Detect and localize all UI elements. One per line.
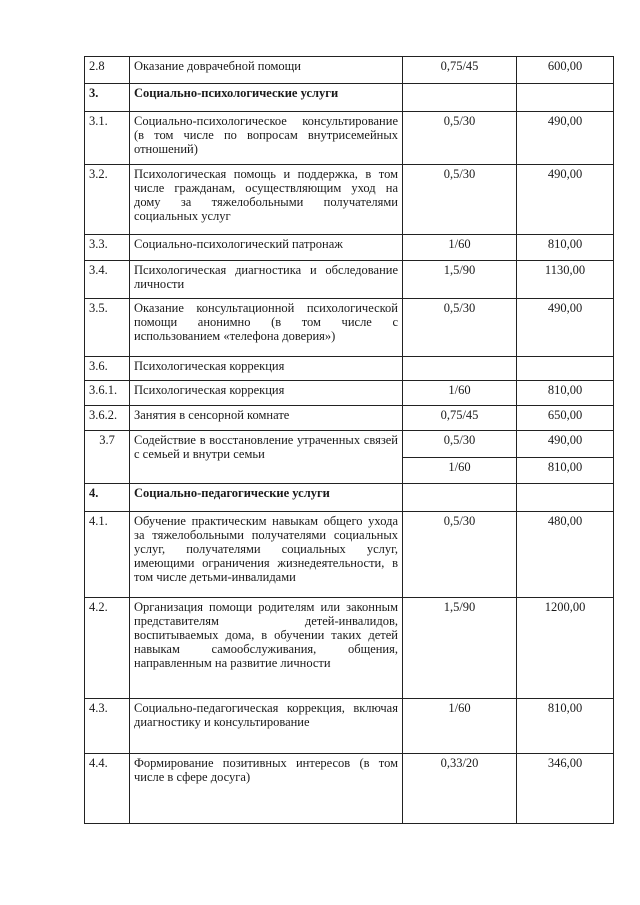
service-quantity: 0,75/45 (403, 57, 517, 84)
service-quantity (403, 84, 517, 112)
service-name: Психологическая коррекция (130, 357, 403, 381)
service-price (517, 484, 614, 512)
row-number: 3.1. (85, 112, 130, 165)
service-price: 346,00 (517, 754, 614, 824)
service-price: 490,00 (517, 299, 614, 357)
table-row (85, 484, 614, 512)
service-name: Обучение практическим навыкам общего ухода за тяжелобольными получателями социальных услуг, получателями социальных услуг, имеющими ограничения жизнедеятельности, в том числе детьми-инвалидами (130, 512, 403, 598)
service-name: Формирование позитивных интересов (в том числе в сфере досуга) (130, 754, 403, 824)
table-row (85, 299, 614, 357)
service-price: 810,00 (517, 458, 614, 484)
service-name: Психологическая коррекция (130, 381, 403, 406)
service-quantity: 1,5/90 (403, 261, 517, 299)
section-heading: Социально-педагогические услуги (130, 484, 403, 512)
service-price: 490,00 (517, 165, 614, 235)
service-price: 650,00 (517, 406, 614, 431)
service-quantity: 0,5/30 (403, 431, 517, 458)
table-row (85, 512, 614, 598)
service-name: Психологическая помощь и поддержка, в том числе гражданам, осуществляющим уход на дому за тяжелобольными получателями социальных услуг (130, 165, 403, 235)
service-name: Занятия в сенсорной комнате (130, 406, 403, 431)
service-quantity: 0,5/30 (403, 165, 517, 235)
row-number: 3.6.2. (85, 406, 130, 431)
service-price (517, 357, 614, 381)
service-name: Содействие в восстановление утраченных связей с семьей и внутри семьи (130, 431, 403, 484)
service-price: 810,00 (517, 235, 614, 261)
row-number: 4.3. (85, 699, 130, 754)
table-row (85, 165, 614, 235)
table-row (85, 431, 614, 458)
service-name: Организация помощи родителям или законным представителям детей-инвалидов, воспитываемых дома, в обучении таких детей навыкам самообслуживания, общения, направленным на развитие личности (130, 598, 403, 699)
service-name: Социально-психологическое консультирование (в том числе по вопросам внутрисемейных отношений) (130, 112, 403, 165)
row-number: 4.4. (85, 754, 130, 824)
service-quantity: 0,5/30 (403, 112, 517, 165)
table-row (85, 112, 614, 165)
service-price: 490,00 (517, 431, 614, 458)
service-quantity: 1/60 (403, 381, 517, 406)
service-price: 480,00 (517, 512, 614, 598)
table-row (85, 261, 614, 299)
service-price: 490,00 (517, 112, 614, 165)
table-row (85, 754, 614, 824)
service-price (517, 84, 614, 112)
service-quantity: 1/60 (403, 458, 517, 484)
service-quantity: 0,5/30 (403, 512, 517, 598)
service-quantity: 1,5/90 (403, 598, 517, 699)
row-number: 3.2. (85, 165, 130, 235)
service-price: 1200,00 (517, 598, 614, 699)
table-row (85, 406, 614, 431)
row-number: 3.6. (85, 357, 130, 381)
row-number: 4.1. (85, 512, 130, 598)
table-row (85, 598, 614, 699)
service-price: 810,00 (517, 699, 614, 754)
service-price: 1130,00 (517, 261, 614, 299)
service-name: Психологическая диагностика и обследование личности (130, 261, 403, 299)
service-price: 600,00 (517, 57, 614, 84)
table-row (85, 57, 614, 84)
table-row (85, 381, 614, 406)
row-number: 4.2. (85, 598, 130, 699)
service-quantity: 1/60 (403, 235, 517, 261)
row-number: 2.8 (85, 57, 130, 84)
row-number: 3.4. (85, 261, 130, 299)
service-price: 810,00 (517, 381, 614, 406)
table-row (85, 699, 614, 754)
services-table (84, 56, 614, 824)
section-heading: Социально-психологические услуги (130, 84, 403, 112)
service-name: Оказание консультационной психологической помощи анонимно (в том числе с использованием «телефона доверия») (130, 299, 403, 357)
service-quantity: 0,75/45 (403, 406, 517, 431)
service-quantity: 1/60 (403, 699, 517, 754)
table-row (85, 84, 614, 112)
service-name: Социально-педагогическая коррекция, включая диагностику и консультирование (130, 699, 403, 754)
row-number: 3.3. (85, 235, 130, 261)
service-name: Социально-психологический патронаж (130, 235, 403, 261)
service-quantity: 0,5/30 (403, 299, 517, 357)
section-number: 3. (85, 84, 130, 112)
service-quantity (403, 357, 517, 381)
service-name: Оказание доврачебной помощи (130, 57, 403, 84)
service-quantity: 0,33/20 (403, 754, 517, 824)
table-row (85, 357, 614, 381)
table-row (85, 235, 614, 261)
row-number: 3.6.1. (85, 381, 130, 406)
row-number: 3.7 (85, 431, 130, 484)
row-number: 3.5. (85, 299, 130, 357)
service-quantity (403, 484, 517, 512)
section-number: 4. (85, 484, 130, 512)
